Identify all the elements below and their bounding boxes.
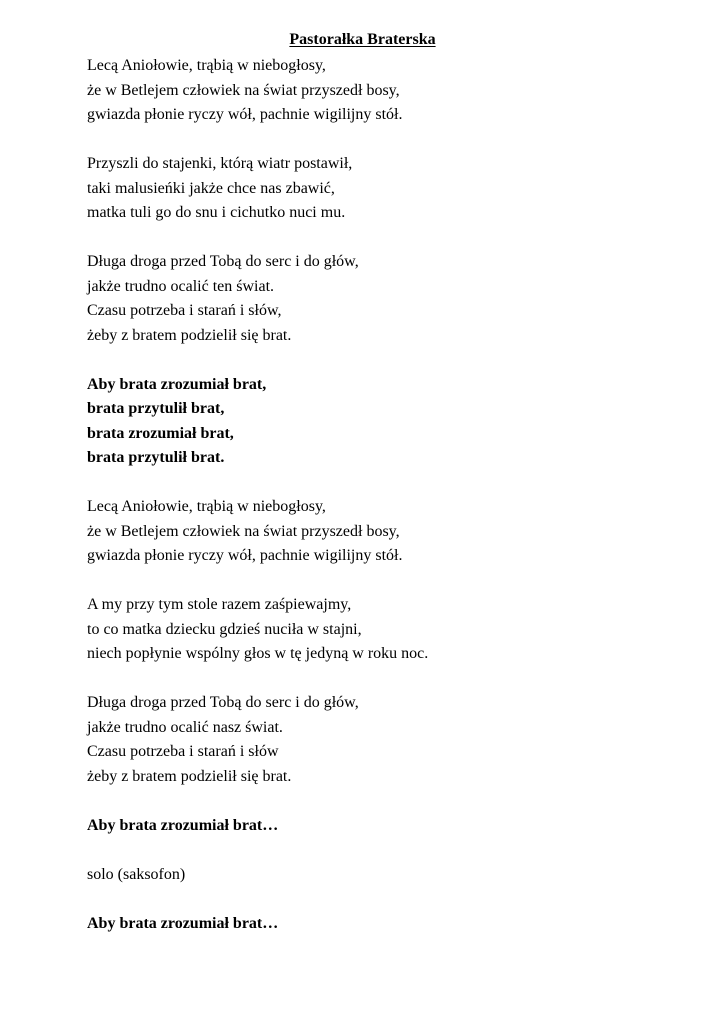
stanza-gap bbox=[87, 838, 687, 863]
lyric-line: A my przy tym stole razem zaśpiewajmy, bbox=[87, 596, 352, 613]
stanza-gap bbox=[87, 471, 687, 496]
refrain-stanza bbox=[87, 912, 687, 937]
verse-stanza bbox=[87, 863, 687, 888]
lyric-line: że w Betlejem człowiek na świat przyszedł bosy, bbox=[87, 81, 400, 99]
stanza-gap bbox=[87, 887, 687, 912]
lyric-line: żeby z bratem podzielił się brat. bbox=[87, 326, 292, 344]
refrain-stanza bbox=[87, 814, 687, 839]
stanza-gap bbox=[87, 128, 687, 153]
lyric-line: niech popłynie wspólny głos w tę jedyną w roku noc. bbox=[87, 645, 429, 662]
lyric-line: Długa droga przed Tobą do serc i do głów, bbox=[87, 694, 359, 711]
lyric-line: to co matka dziecku gdzieś nuciła w stajni, bbox=[87, 620, 362, 638]
lyric-line: solo (saksofon) bbox=[87, 865, 186, 883]
lyric-line: Aby brata zrozumiał brat, bbox=[87, 375, 267, 393]
lyric-line: Przyszli do stajenki, którą wiatr postawił, bbox=[87, 155, 353, 172]
stanza-gap bbox=[87, 348, 687, 373]
lyric-line: brata przytulił brat. bbox=[87, 449, 225, 466]
lyric-line: jakże trudno ocalić nasz świat. bbox=[87, 718, 283, 736]
lyric-line: jakże trudno ocalić ten świat. bbox=[87, 277, 275, 295]
lyric-line: Lecą Aniołowie, trąbią w niebogłosy, bbox=[87, 498, 326, 515]
verse-stanza bbox=[87, 152, 687, 226]
stanza-gap bbox=[87, 569, 687, 594]
lyric-line: Czasu potrzeba i starań i słów, bbox=[87, 302, 282, 319]
lyric-line: Długa droga przed Tobą do serc i do głów, bbox=[87, 253, 359, 270]
lyric-line: brata zrozumiał brat, bbox=[87, 424, 234, 442]
refrain-stanza bbox=[87, 373, 687, 471]
lyric-line: Aby brata zrozumiał brat… bbox=[87, 816, 279, 834]
lyric-line: gwiazda płonie ryczy wół, pachnie wigilijny stół. bbox=[87, 547, 403, 564]
verse-stanza bbox=[87, 495, 687, 569]
lyric-line: taki malusieńki jakże chce nas zbawić, bbox=[87, 179, 335, 197]
lyrics-body bbox=[87, 54, 687, 936]
lyric-line: Aby brata zrozumiał brat… bbox=[87, 914, 279, 932]
stanza-gap bbox=[87, 226, 687, 251]
verse-stanza bbox=[87, 691, 687, 789]
lyric-line: żeby z bratem podzielił się brat. bbox=[87, 767, 292, 785]
lyric-line: Lecą Aniołowie, trąbią w niebogłosy, bbox=[87, 57, 326, 74]
stanza-gap bbox=[87, 789, 687, 814]
stanza-gap bbox=[87, 667, 687, 692]
lyric-line: brata przytulił brat, bbox=[87, 400, 225, 417]
page-title: Pastorałka Braterska bbox=[289, 31, 436, 48]
verse-stanza bbox=[87, 250, 687, 348]
verse-stanza bbox=[87, 54, 687, 128]
verse-stanza bbox=[87, 593, 687, 667]
lyric-line: matka tuli go do snu i cichutko nuci mu. bbox=[87, 204, 346, 221]
lyric-line: gwiazda płonie ryczy wół, pachnie wigilijny stół. bbox=[87, 106, 403, 123]
lyric-line: Czasu potrzeba i starań i słów bbox=[87, 743, 279, 760]
lyric-line: że w Betlejem człowiek na świat przyszedł bosy, bbox=[87, 522, 400, 540]
